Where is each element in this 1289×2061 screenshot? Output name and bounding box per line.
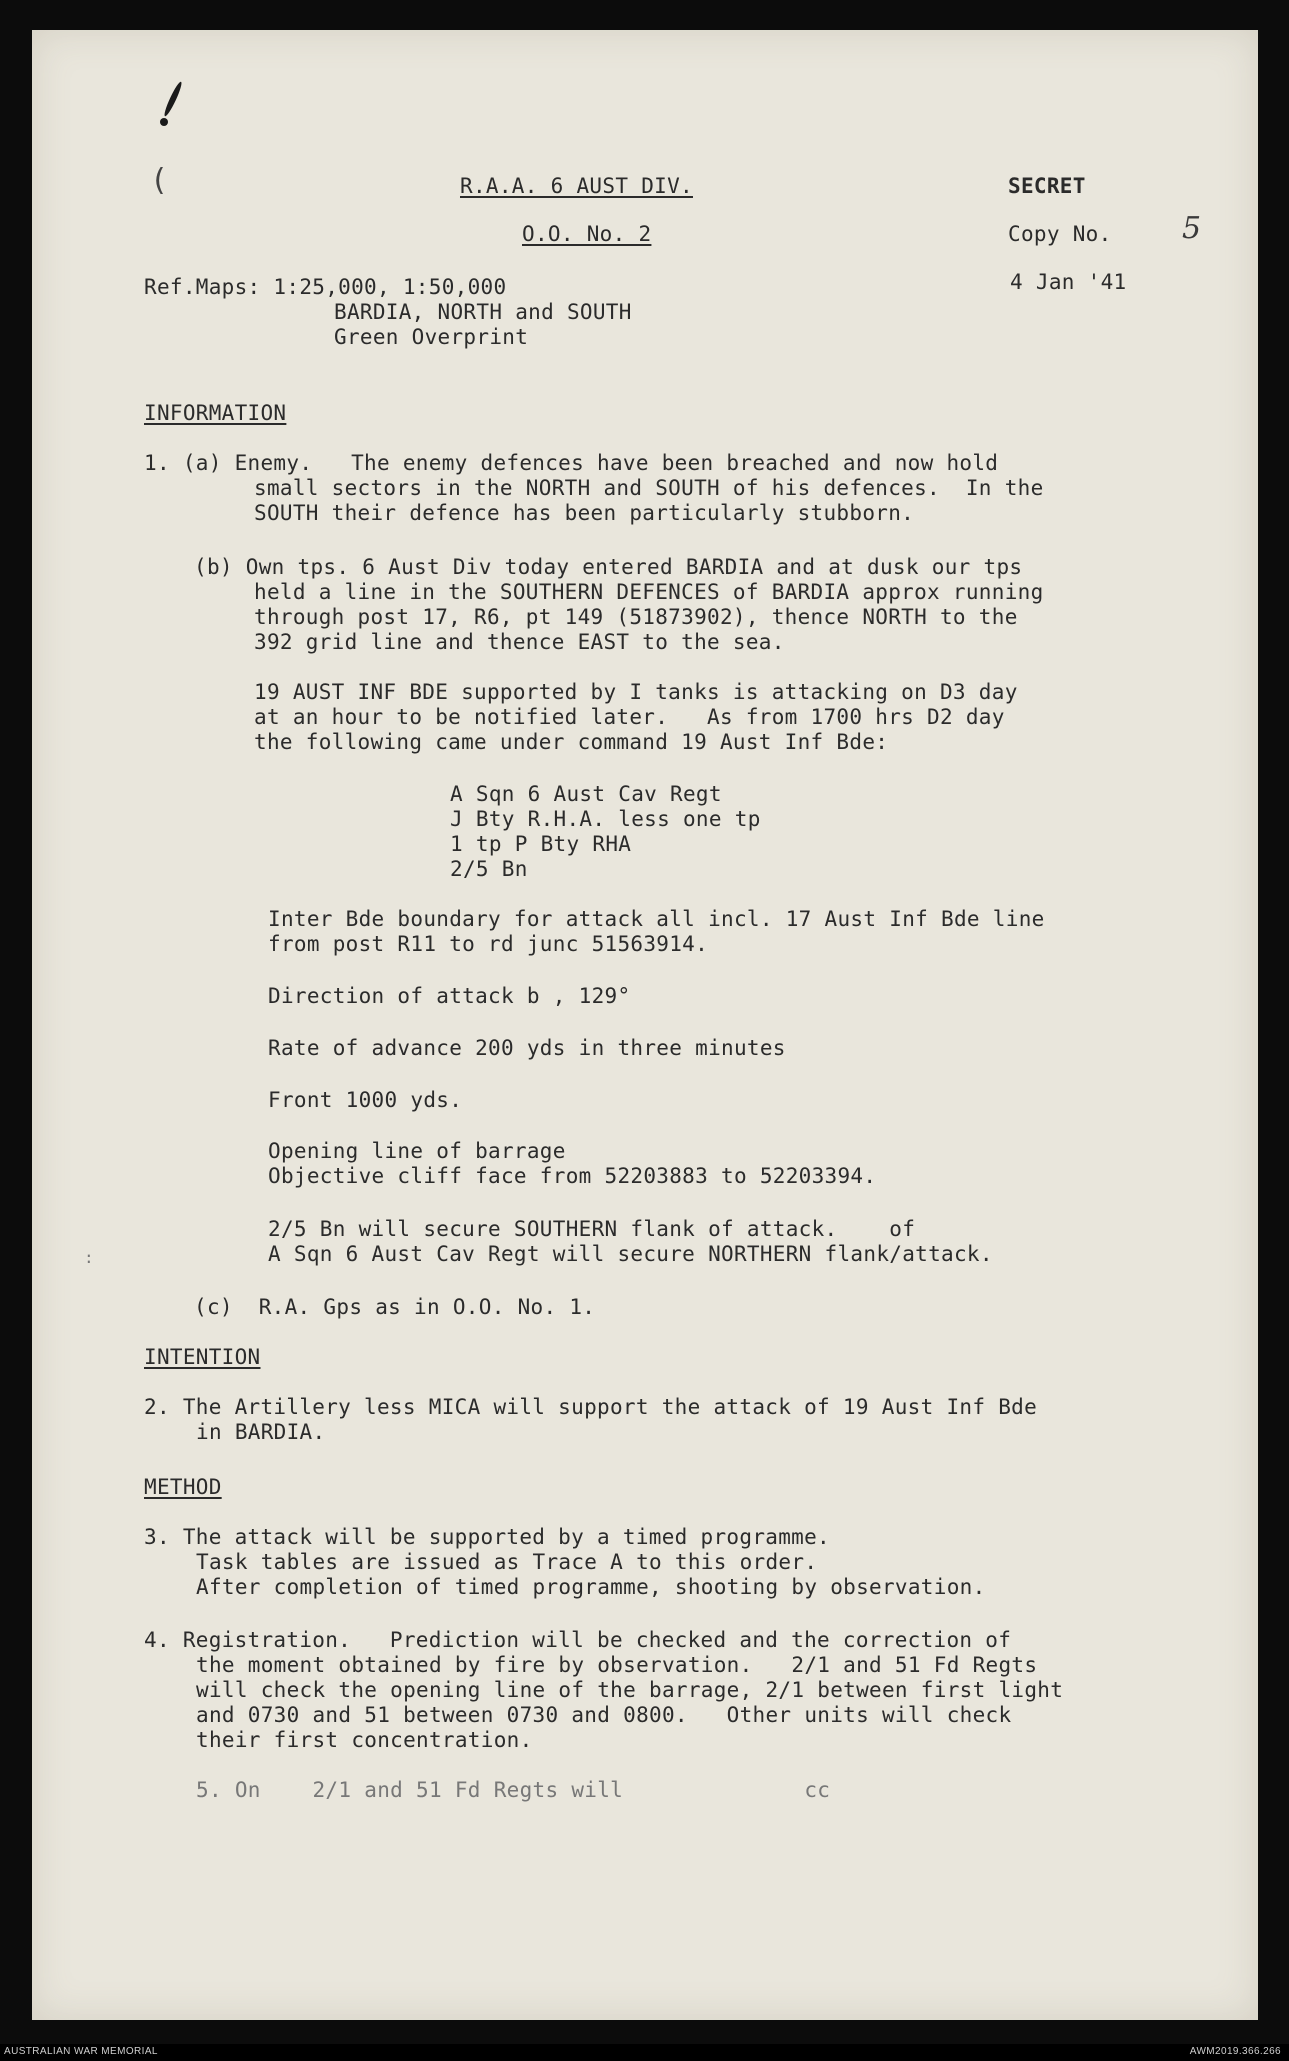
- order-title: O.O. No. 2: [522, 222, 652, 246]
- punch-mark: (: [150, 163, 169, 198]
- para1-19bde-line1: 19 AUST INF BDE supported by I tanks is attacking on D3 day: [254, 680, 1018, 704]
- para4-line5: their first concentration.: [196, 1728, 533, 1752]
- unit-list-item: A Sqn 6 Aust Cav Regt: [450, 782, 722, 806]
- para4-line3: will check the opening line of the barrage, 2/1 between first light: [196, 1678, 1064, 1702]
- archive-reference: AWM2019.366.266: [1189, 2046, 1281, 2057]
- archive-credit: AUSTRALIAN WAR MEMORIAL: [4, 2046, 158, 2057]
- ref-maps-line3: Green Overprint: [334, 325, 529, 349]
- para1-b-line1: (b) Own tps. 6 Aust Div today entered BARDIA and at dusk our tps: [194, 555, 1023, 579]
- para1-19bde-line2: at an hour to be notified later. As from 1700 hrs D2 day: [254, 705, 1005, 729]
- section-heading-method: METHOD: [144, 1475, 222, 1499]
- bleed-through-line: 5. On 2/1 and 51 Fd Regts will cc: [196, 1778, 831, 1802]
- section-heading-information: INFORMATION: [144, 401, 287, 425]
- flank-line2: A Sqn 6 Aust Cav Regt will secure NORTHERN flank/attack.: [268, 1242, 993, 1266]
- para4-line4: and 0730 and 51 between 0730 and 0800. Other units will check: [196, 1703, 1012, 1727]
- para4-line2: the moment obtained by fire by observation. 2/1 and 51 Fd Regts: [196, 1653, 1038, 1677]
- para3-line2: Task tables are issued as Trace A to this order.: [196, 1550, 818, 1574]
- boundary-line2: from post R11 to rd junc 51563914.: [268, 932, 709, 956]
- para2-line1: 2. The Artillery less MICA will support the attack of 19 Aust Inf Bde: [144, 1395, 1038, 1419]
- copy-label: Copy No.: [1008, 222, 1112, 246]
- copy-number-handwritten: 5: [1182, 211, 1202, 246]
- para1-19bde-line3: the following came under command 19 Aust Inf Bde:: [254, 730, 889, 754]
- opening-line2: Objective cliff face from 52203883 to 52203394.: [268, 1164, 877, 1188]
- direction-of-attack: Direction of attack b , 129°: [268, 984, 631, 1008]
- date-label: 4 Jan '41: [1010, 270, 1127, 294]
- para3-line3: After completion of timed programme, shooting by observation.: [196, 1575, 986, 1599]
- punch-mark-lower: :: [84, 1248, 94, 1267]
- boundary-line1: Inter Bde boundary for attack all incl. 17 Aust Inf Bde line: [268, 907, 1045, 931]
- para4-line1: 4. Registration. Prediction will be checked and the correction of: [144, 1628, 1012, 1652]
- para1-b-line4: 392 grid line and thence EAST to the sea.: [254, 630, 785, 654]
- para1-c-line: (c) R.A. Gps as in O.O. No. 1.: [194, 1295, 596, 1319]
- ref-maps-line1: Ref.Maps: 1:25,000, 1:50,000: [144, 275, 507, 299]
- footer-bar: [0, 2044, 1289, 2061]
- unit-list-item: 1 tp P Bty RHA: [450, 832, 632, 856]
- para1-a-line1: 1. (a) Enemy. The enemy defences have been breached and now hold: [144, 451, 999, 475]
- classification-label: SECRET: [1008, 174, 1086, 198]
- para1-b-line2: held a line in the SOUTHERN DEFENCES of BARDIA approx running: [254, 580, 1044, 604]
- flank-line1: 2/5 Bn will secure SOUTHERN flank of attack. of: [268, 1217, 916, 1241]
- unit-list-item: J Bty R.H.A. less one tp: [450, 807, 761, 831]
- section-heading-intention: INTENTION: [144, 1345, 261, 1369]
- unit-title: R.A.A. 6 AUST DIV.: [460, 174, 693, 198]
- rate-of-advance: Rate of advance 200 yds in three minutes: [268, 1036, 786, 1060]
- para1-b-line3: through post 17, R6, pt 149 (51873902), thence NORTH to the: [254, 605, 1018, 629]
- ref-maps-line2: BARDIA, NORTH and SOUTH: [334, 300, 632, 324]
- opening-line1: Opening line of barrage: [268, 1139, 566, 1163]
- front-width: Front 1000 yds.: [268, 1088, 463, 1112]
- para1-a-line2: small sectors in the NORTH and SOUTH of his defences. In the: [254, 476, 1044, 500]
- ink-mark-small: [160, 118, 168, 126]
- para3-line1: 3. The attack will be supported by a timed programme.: [144, 1525, 830, 1549]
- unit-list-item: 2/5 Bn: [450, 857, 528, 881]
- para2-line2: in BARDIA.: [196, 1420, 326, 1444]
- para1-a-line3: SOUTH their defence has been particularly stubborn.: [254, 501, 915, 525]
